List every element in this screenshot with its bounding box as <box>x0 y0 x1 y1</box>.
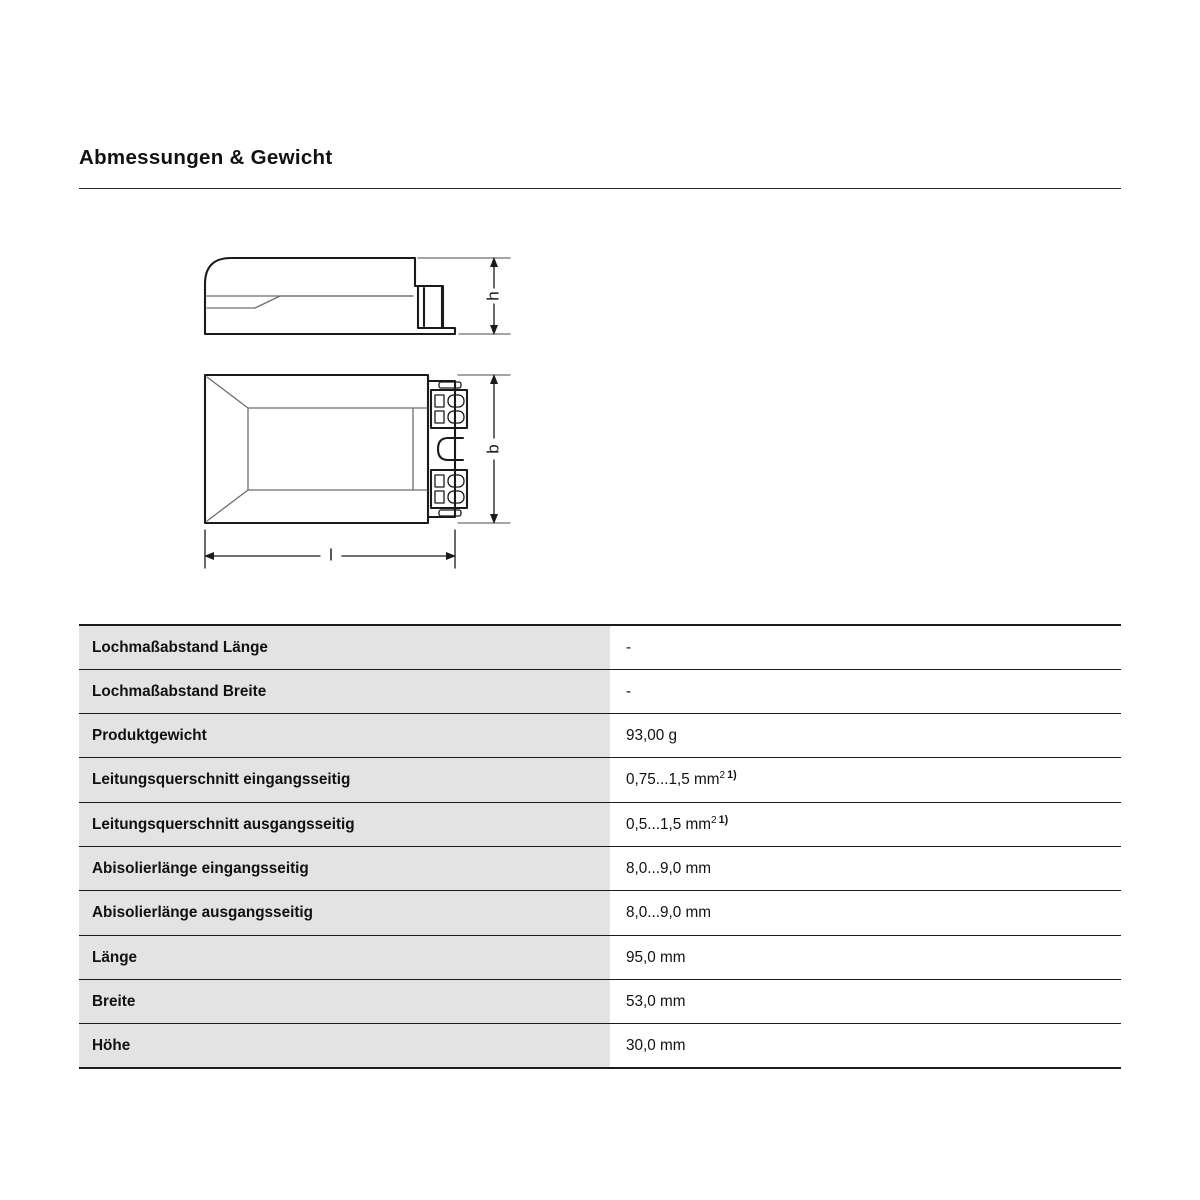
value-number: 0,75...1,5 <box>626 771 690 789</box>
table-row-value <box>610 846 1121 890</box>
product-dimension-drawing <box>180 238 540 583</box>
table-row-label: Breite <box>79 979 610 1023</box>
page-title: Abmessungen & Gewicht <box>79 146 333 169</box>
table-body <box>79 625 1121 1068</box>
table-row-value <box>610 935 1121 979</box>
width-dimension-label: b <box>483 444 503 454</box>
value-unit: mm <box>660 992 686 1010</box>
housing-clip-tabs <box>439 382 461 516</box>
value-unit: mm <box>660 1037 686 1055</box>
table-row-label: Abisolierlänge eingangsseitig <box>79 846 610 890</box>
value-number: 30,0 <box>626 1037 656 1055</box>
value-unit: mm <box>685 860 712 878</box>
heading-divider <box>79 188 1121 189</box>
table-row-label: Produktgewicht <box>79 714 610 758</box>
table-row-value <box>610 891 1121 935</box>
table-row-value <box>610 714 1121 758</box>
table-row-label: Lochmaßabstand Breite <box>79 669 610 713</box>
cable-notch <box>438 438 463 460</box>
value-unit: mm <box>694 771 720 789</box>
value-unit-exponent: 2 <box>719 770 726 782</box>
table-row <box>79 669 1121 713</box>
terminal-block-lower <box>431 470 467 508</box>
table-row-label: Leitungsquerschnitt eingangsseitig <box>79 758 610 802</box>
table-row <box>79 714 1121 758</box>
dimensions-weight-table <box>79 624 1121 1069</box>
table-row <box>79 891 1121 935</box>
table-row <box>79 625 1121 669</box>
value-unit: mm <box>685 815 712 833</box>
side-view-detail-lines <box>207 296 413 308</box>
value-number: 0,5...1,5 <box>626 815 682 833</box>
value-number: - <box>626 638 632 656</box>
table-row-value <box>610 625 1121 669</box>
height-dimension-label: h <box>483 291 503 301</box>
dimension-drawing-svg <box>180 238 540 583</box>
value-number: 8,0...9,0 <box>626 860 682 878</box>
side-view-connector <box>418 286 442 328</box>
table-row-label: Länge <box>79 935 610 979</box>
terminal-block-upper <box>431 390 467 428</box>
value-number: 93,00 <box>626 727 665 745</box>
value-unit: mm <box>660 948 686 966</box>
table-row-value <box>610 1024 1121 1068</box>
value-unit: mm <box>685 904 712 922</box>
top-view-detail-lines <box>207 377 427 521</box>
table-row <box>79 758 1121 802</box>
value-footnote-marker: 1) <box>727 769 737 782</box>
table-row <box>79 802 1121 846</box>
table-row-label: Abisolierlänge ausgangsseitig <box>79 891 610 935</box>
table-row-value <box>610 979 1121 1023</box>
table-row-label: Höhe <box>79 1024 610 1068</box>
table-row <box>79 935 1121 979</box>
value-number: 53,0 <box>626 992 656 1010</box>
value-number: - <box>626 682 632 700</box>
value-footnote-marker: 1) <box>718 813 729 826</box>
table-row-value <box>610 758 1121 802</box>
table-row-value <box>610 802 1121 846</box>
table-row <box>79 1024 1121 1068</box>
top-view-outline <box>205 375 455 523</box>
value-number: 95,0 <box>626 948 656 966</box>
value-unit-exponent: 2 <box>711 814 717 826</box>
length-dimension-label: l <box>329 545 333 565</box>
table-row-label: Leitungsquerschnitt ausgangsseitig <box>79 802 610 846</box>
table-row <box>79 979 1121 1023</box>
value-number: 8,0...9,0 <box>626 904 682 922</box>
table-row-label: Lochmaßabstand Länge <box>79 625 610 669</box>
table-row-value <box>610 669 1121 713</box>
table-row <box>79 846 1121 890</box>
section-header <box>79 146 1121 189</box>
value-unit: g <box>668 727 678 745</box>
